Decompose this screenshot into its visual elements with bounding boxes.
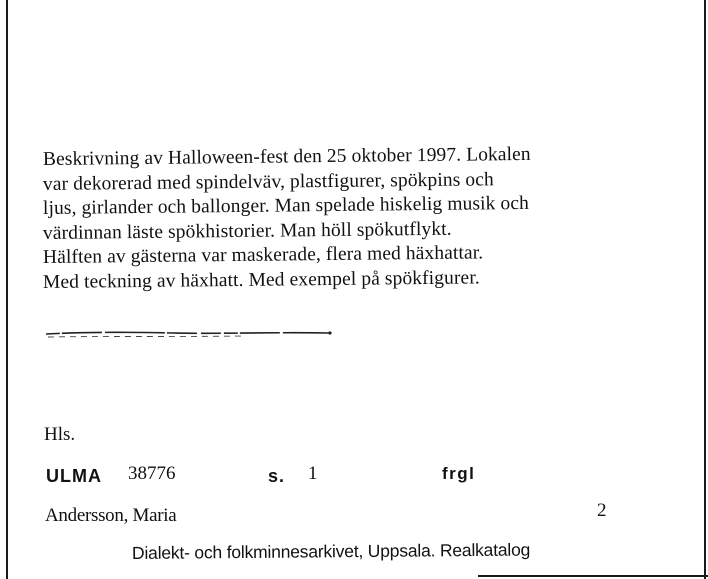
handwritten-underline [44, 320, 334, 340]
page-label: s. [268, 466, 286, 486]
collector-name: Andersson, Maria [45, 505, 177, 526]
description-line: Beskrivning av Halloween-fest den 25 oktober 1997. Lokalen [42, 143, 531, 170]
card-left-border [6, 0, 8, 579]
description-line: ljus, girlander och ballonger. Man spelade hiskelig musik och [42, 193, 529, 220]
card-number: 2 [597, 500, 607, 521]
description-text [42, 143, 693, 296]
category-code: frgl [442, 464, 476, 483]
description-line: Med teckning av häxhatt. Med exempel på spökfigurer. [42, 267, 480, 293]
description-line: värdinnan läste spökhistorier. Man höll spökutflykt. [42, 218, 452, 244]
record-number: 38776 [128, 463, 176, 484]
description-line: var dekorerad med spindelväv, plastfigurer, spökpins och [42, 168, 494, 195]
location-code: Hls. [44, 424, 76, 445]
card-bottom-border [478, 575, 708, 577]
page-value: 1 [308, 463, 318, 484]
archive-code: ULMA [46, 466, 102, 486]
metadata-row [46, 462, 646, 488]
archive-footer: Dialekt- och folkminnesarkivet, Uppsala. Realkatalog [131, 539, 531, 563]
description-line: Hälften av gästerna var maskerade, flera med häxhattar. [42, 242, 484, 269]
card-right-border [704, 0, 706, 579]
